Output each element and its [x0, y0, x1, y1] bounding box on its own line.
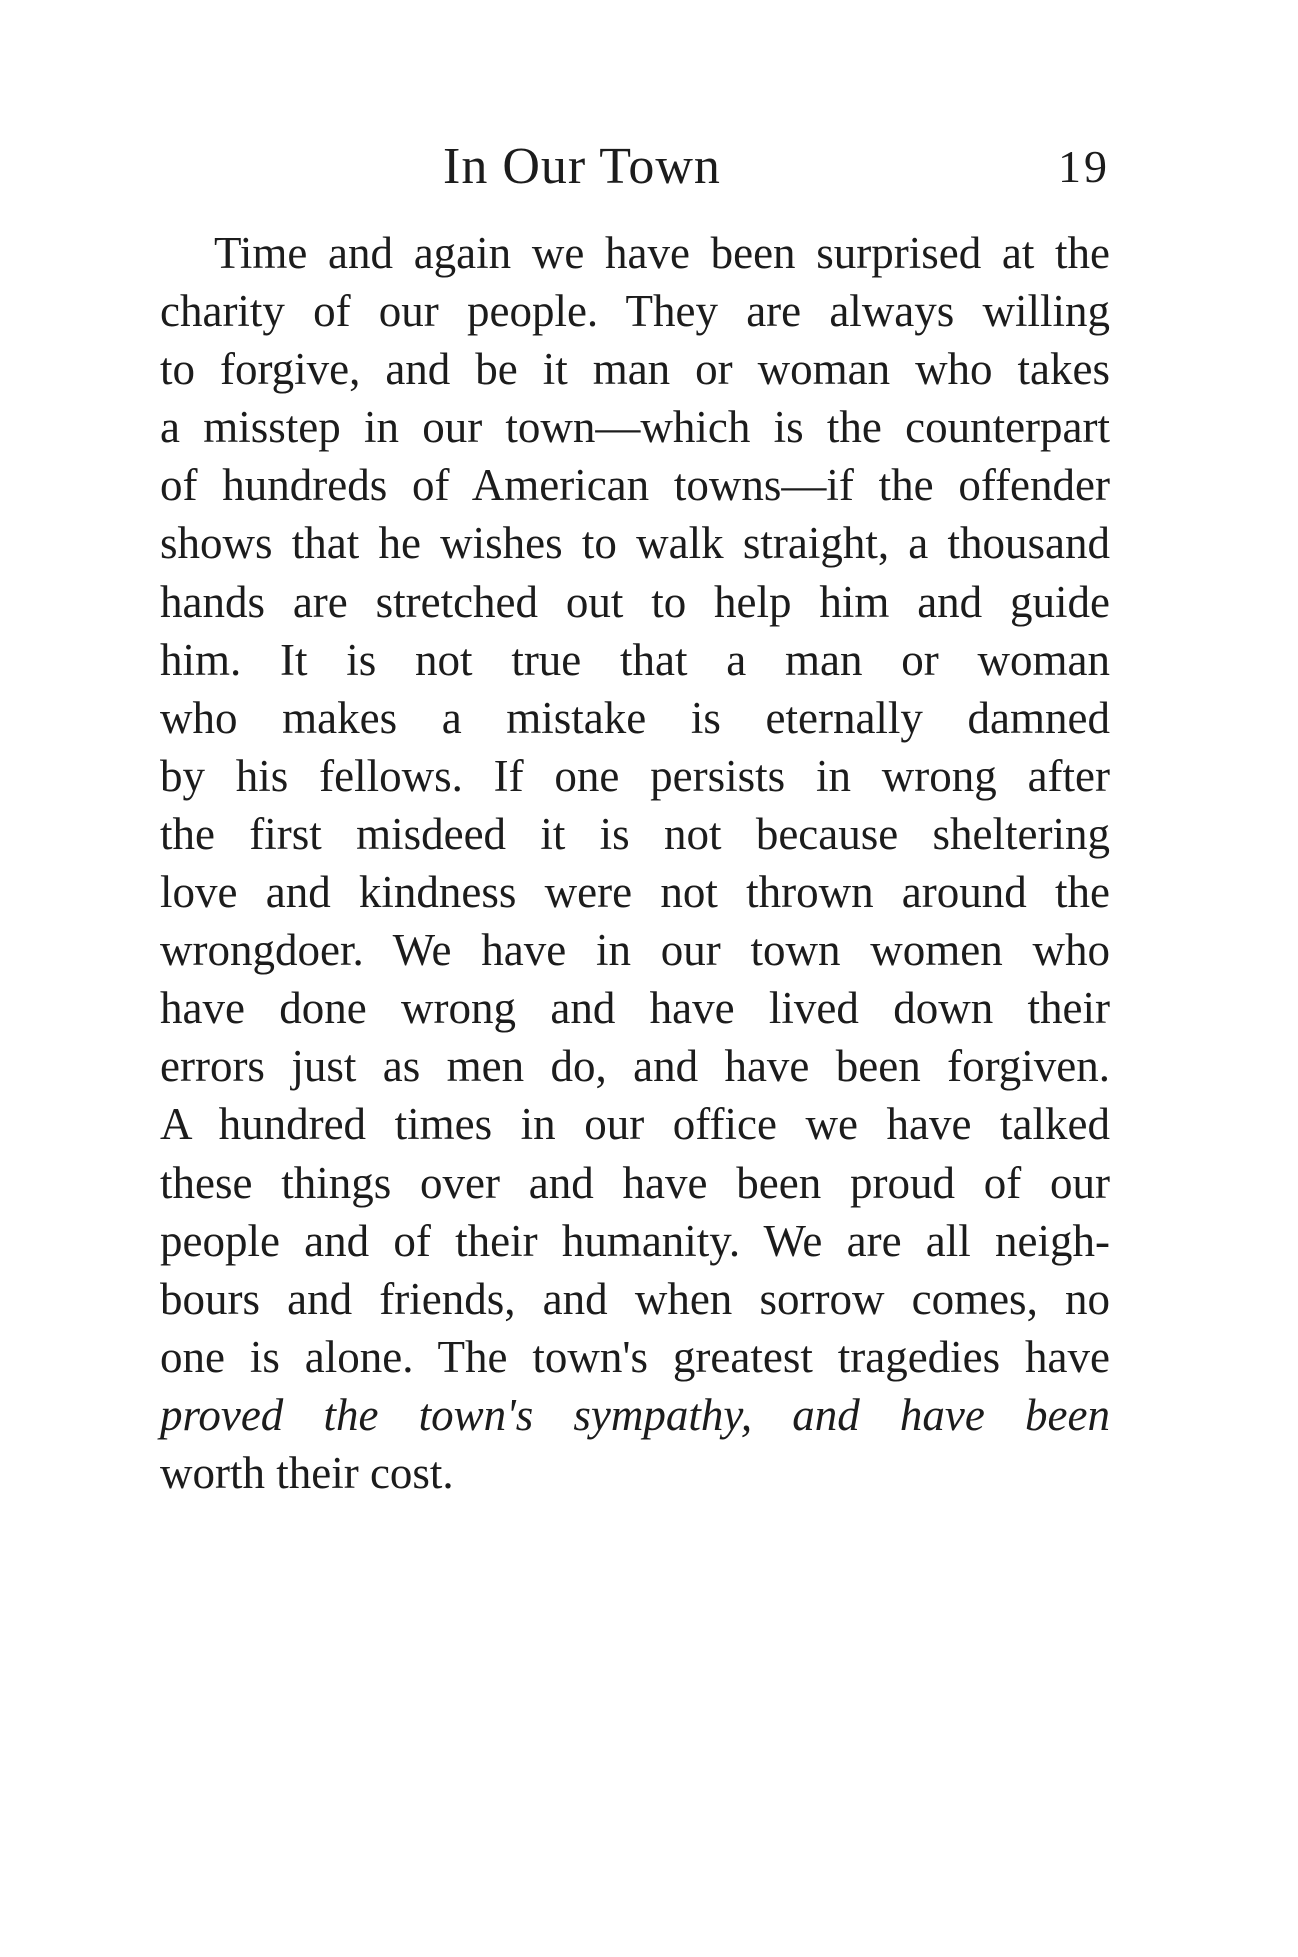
text-line: hands are stretched out to help him and guide [160, 576, 1110, 627]
page-number: 19 [1058, 141, 1110, 192]
text-line: errors just as men do, and have been forgiven. [160, 1041, 1110, 1092]
text-line: of hundreds of American towns—if the offender [160, 460, 1110, 511]
text-line: wrongdoer. We have in our town women who [160, 925, 1110, 976]
text-line: him. It is not true that a man or woman [160, 634, 1110, 685]
text-line: bours and friends, and when sorrow comes, no [160, 1273, 1110, 1324]
text-line: worth their cost. [160, 1447, 454, 1498]
text-line: who makes a mistake is eternally damned [160, 692, 1110, 743]
text-line: Time and again we have been surprised at the [214, 228, 1110, 278]
running-head [160, 132, 1110, 202]
text-line: proved the town's sympathy, and have been [160, 1389, 1110, 1440]
text-line: to forgive, and be it man or woman who takes [160, 344, 1110, 395]
text-line: by his fellows. If one persists in wrong after [160, 750, 1110, 801]
text-line: A hundred times in our office we have talked [160, 1099, 1110, 1150]
text-line: the first misdeed it is not because sheltering [160, 808, 1110, 859]
text-line: have done wrong and have lived down their [160, 983, 1110, 1034]
text-line: people and of their humanity. We are all neigh- [160, 1215, 1110, 1266]
text-line: love and kindness were not thrown around the [160, 867, 1110, 918]
body-paragraph [160, 224, 1110, 1502]
text-line: one is alone. The town's greatest tragedies have [160, 1331, 1110, 1382]
text-line: a misstep in our town—which is the counterpart [160, 402, 1110, 453]
running-head-title: In Our Town [443, 138, 721, 195]
text-line: charity of our people. They are always willing [160, 286, 1110, 337]
text-line: shows that he wishes to walk straight, a thousand [160, 518, 1110, 569]
text-line: these things over and have been proud of our [160, 1157, 1110, 1208]
